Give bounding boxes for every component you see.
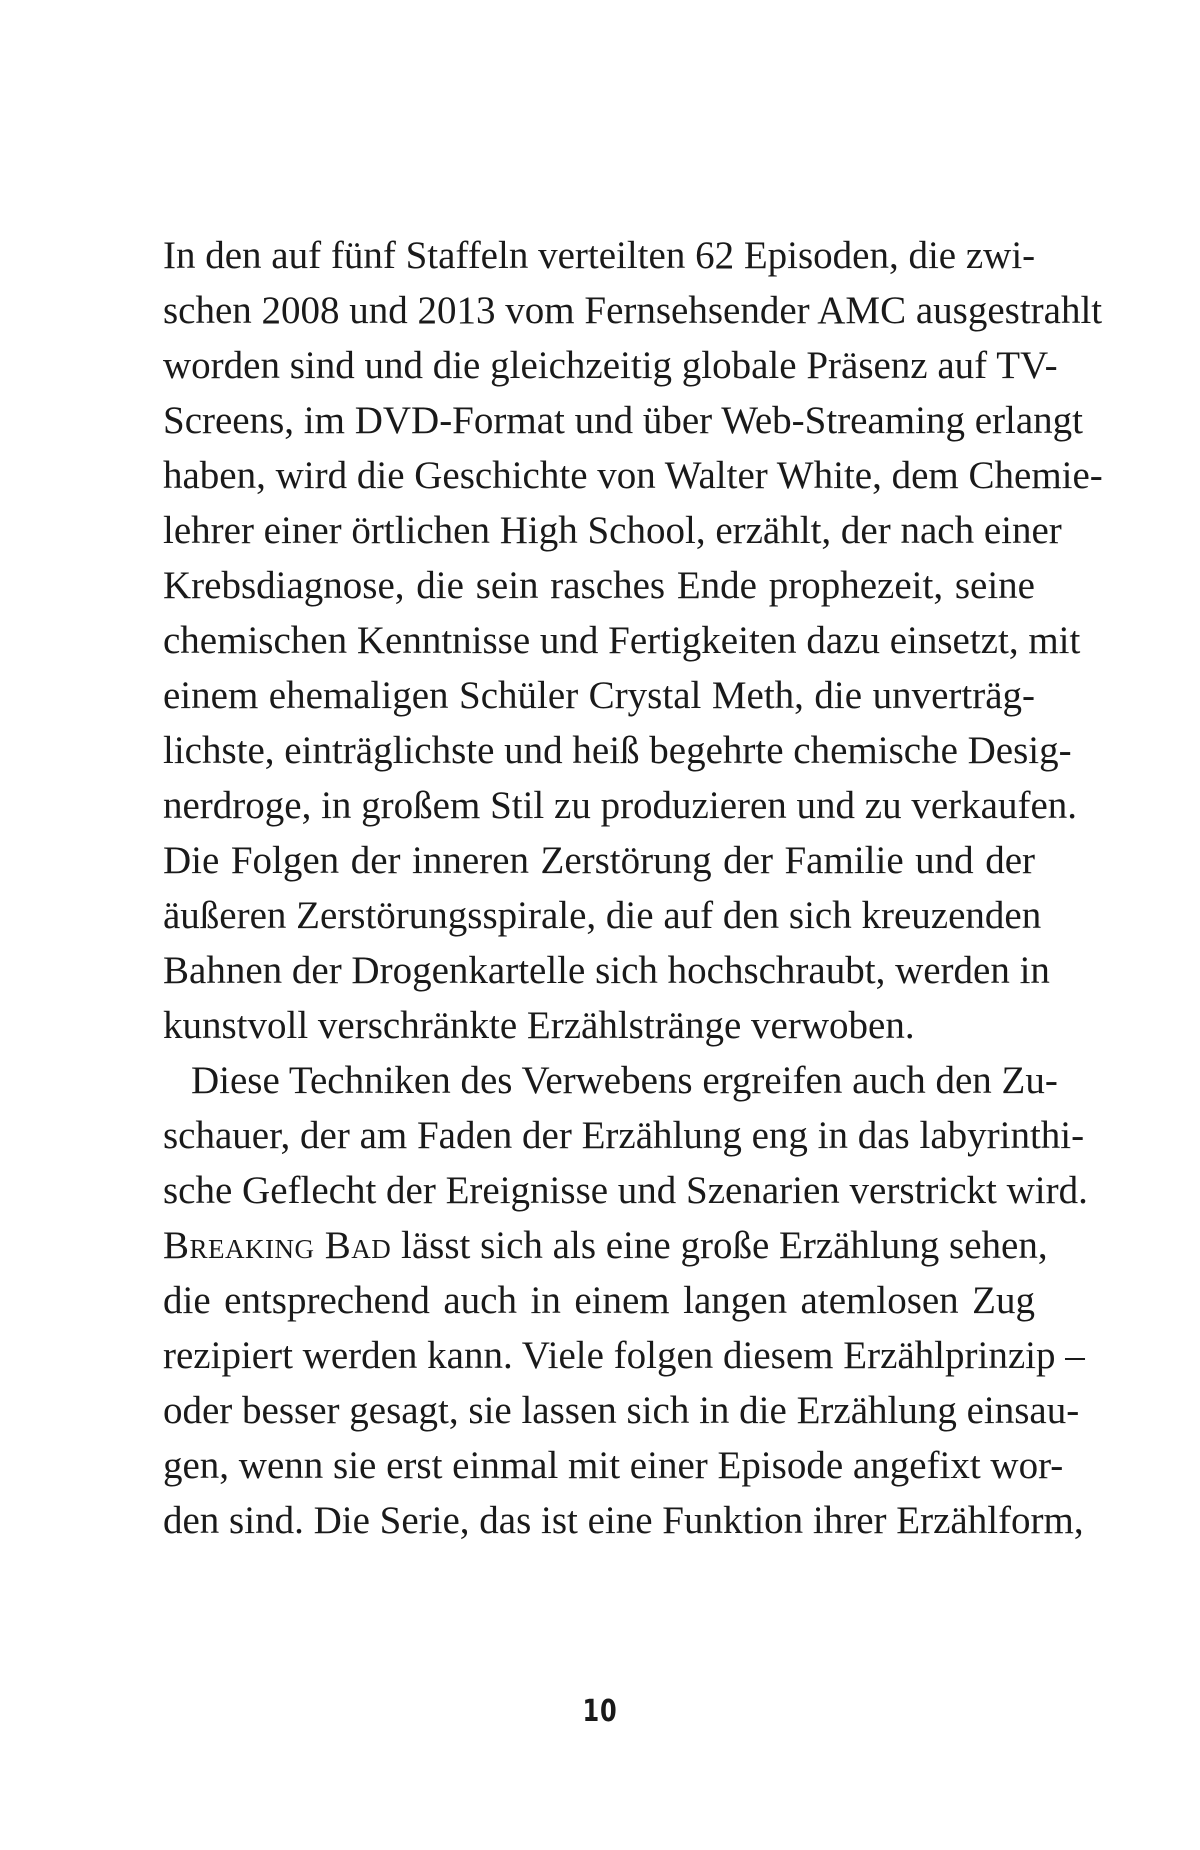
text-line: chemischen Kenntnisse und Fertigkeiten dazu einsetzt, mit xyxy=(163,619,1081,662)
text-line: schauer, der am Faden der Erzählung eng in das labyrinthi- xyxy=(163,1114,1085,1157)
text-line: In den auf fünf Staffeln verteilten 62 Episoden, die zwi- xyxy=(163,234,1036,277)
text-line: die entsprechend auch in einem langen atemlosen Zug xyxy=(163,1279,1035,1322)
text-line: Krebsdiagnose, die sein rasches Ende prophezeit, seine xyxy=(163,564,1035,607)
paragraph xyxy=(163,228,1103,1053)
text-fragment: lässt sich als eine große Erzählung sehen, xyxy=(391,1224,1048,1267)
text-line: haben, wird die Geschichte von Walter White, dem Chemie- xyxy=(163,454,1103,497)
text-line: worden sind und die gleichzeitig globale Präsenz auf TV- xyxy=(163,344,1058,387)
text-line: äußeren Zerstörungsspirale, die auf den sich kreuzenden xyxy=(163,894,1042,937)
body-text xyxy=(163,228,1103,1548)
text-line: einem ehemaligen Schüler Crystal Meth, die unverträg- xyxy=(163,674,1035,717)
text-line: Bahnen der Drogenkartelle sich hochschraubt, werden in xyxy=(163,949,1050,992)
text-line: gen, wenn sie erst einmal mit einer Episode angefixt wor- xyxy=(163,1444,1064,1487)
page-number: 10 xyxy=(582,1694,618,1729)
text-line: den sind. Die Serie, das ist eine Funktion ihrer Erzählform, xyxy=(163,1499,1084,1542)
text-line: sche Geflecht der Ereignisse und Szenarien verstrickt wird. xyxy=(163,1169,1088,1212)
text-line: lichste, einträglichste und heiß begehrte chemische Desig- xyxy=(163,729,1072,772)
text-line: oder besser gesagt, sie lassen sich in die Erzählung einsau- xyxy=(163,1389,1080,1432)
text-line: kunstvoll verschränkte Erzählstränge verwoben. xyxy=(163,1004,915,1047)
text-line: lehrer einer örtlichen High School, erzählt, der nach einer xyxy=(163,509,1062,552)
text-line: Die Folgen der inneren Zerstörung der Familie und der xyxy=(163,839,1035,882)
text-line xyxy=(163,1218,1048,1273)
series-title: Breaking Bad xyxy=(163,1224,392,1267)
text-line: nerdroge, in großem Stil zu produzieren und zu verkaufen. xyxy=(163,784,1078,827)
paragraph xyxy=(163,1053,1088,1548)
text-line: schen 2008 und 2013 vom Fernsehsender AMC ausgestrahlt xyxy=(163,289,1103,332)
text-line: Screens, im DVD-Format und über Web-Streaming erlangt xyxy=(163,399,1084,442)
text-line: rezipiert werden kann. Viele folgen diesem Erzählprinzip – xyxy=(163,1334,1085,1377)
text-line: Diese Techniken des Verwebens ergreifen auch den Zu- xyxy=(191,1059,1058,1102)
